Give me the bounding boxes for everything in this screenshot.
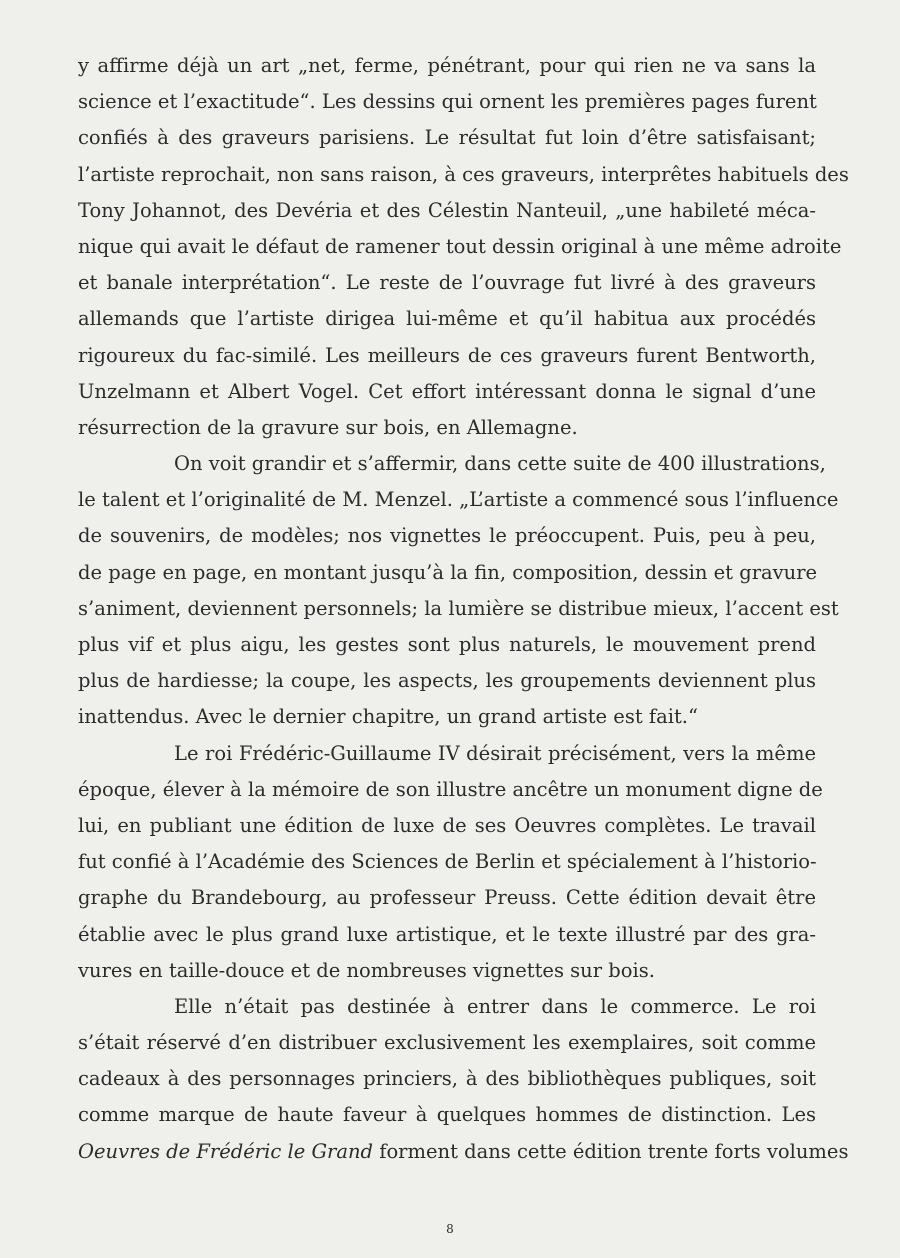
text-line: s’était réservé d’en distribuer exclusivement les exemplaires, soit comme [78, 1031, 816, 1055]
text-line: cadeaux à des personnages princiers, à des bibliothèques publiques, soit [78, 1067, 816, 1091]
italic-title: Oeuvres de Frédéric le Grand [78, 1139, 374, 1163]
text-line: allemands que l’artiste dirigea lui-même et qu’il habitua aux procédés [78, 307, 816, 331]
text-line: nique qui avait le défaut de ramener tout dessin original à une même adroite [78, 234, 842, 258]
text-line: et banale interprétation“. Le reste de l’ouvrage fut livré à des graveurs [78, 271, 816, 295]
text-line: inattendus. Avec le dernier chapitre, un grand artiste est fait.“ [78, 705, 698, 729]
text-line: plus de hardiesse; la coupe, les aspects, les groupements deviennent plus [78, 669, 816, 693]
text-line: vures en taille-douce et de nombreuses vignettes sur bois. [78, 958, 655, 982]
text-line: l’artiste reprochait, non sans raison, à ces graveurs, interprêtes habituels des [78, 162, 849, 186]
text-line: confiés à des graveurs parisiens. Le résultat fut loin d’être satisfaisant; [78, 126, 816, 150]
text-line: de souvenirs, de modèles; nos vignettes le préoccupent. Puis, peu à peu, [78, 524, 816, 548]
text-line: plus vif et plus aigu, les gestes sont plus naturels, le mouvement prend [78, 633, 816, 656]
text-line [78, 1134, 849, 1170]
text-line: On voit grandir et s’affermir, dans cette suite de 400 illustrations, [174, 452, 826, 476]
text-line: époque, élever à la mémoire de son illustre ancêtre un monument digne de [78, 777, 823, 801]
text-line: fut confié à l’Académie des Sciences de Berlin et spécialement à l’historio- [78, 850, 817, 874]
text-line: Tony Johannot, des Devéria et des Célestin Nanteuil, „une habileté méca- [78, 198, 816, 222]
text-line: Elle n’était pas destinée à entrer dans le commerce. Le roi [174, 994, 816, 1018]
text-line: s’animent, deviennent personnels; la lumière se distribue mieux, l’accent est [78, 596, 839, 620]
text-line: y affirme déjà un art „net, ferme, pénétrant, pour qui rien ne va sans la [78, 54, 816, 77]
text-line: résurrection de la gravure sur bois, en Allemagne. [78, 415, 578, 439]
text-line: Le roi Frédéric-Guillaume IV désirait précisément, vers la même [174, 741, 816, 765]
text-line: rigoureux du fac-similé. Les meilleurs de ces graveurs furent Bentworth, [78, 343, 816, 367]
text-line: science et l’exactitude“. Les dessins qui ornent les premières pages furent [78, 90, 817, 114]
text-line: le talent et l’originalité de M. Menzel. „L’artiste a commencé sous l’influence [78, 488, 839, 512]
text-line: de page en page, en montant jusqu’à la fin, composition, dessin et gravure [78, 560, 818, 584]
text-line-rest: forment dans cette édition trente forts volumes [373, 1139, 849, 1163]
page-number: 8 [446, 1222, 454, 1236]
text-line: graphe du Brandebourg, au professeur Preuss. Cette édition devait être [78, 886, 816, 910]
body-text [78, 48, 849, 1170]
text-line: lui, en publiant une édition de luxe de ses Oeuvres complètes. Le travail [78, 813, 816, 837]
text-line: Unzelmann et Albert Vogel. Cet effort intéressant donna le signal d’une [78, 379, 816, 403]
text-line: établie avec le plus grand luxe artistique, et le texte illustré par des gra- [78, 922, 816, 946]
text-line: comme marque de haute faveur à quelques hommes de distinction. Les [78, 1103, 816, 1127]
